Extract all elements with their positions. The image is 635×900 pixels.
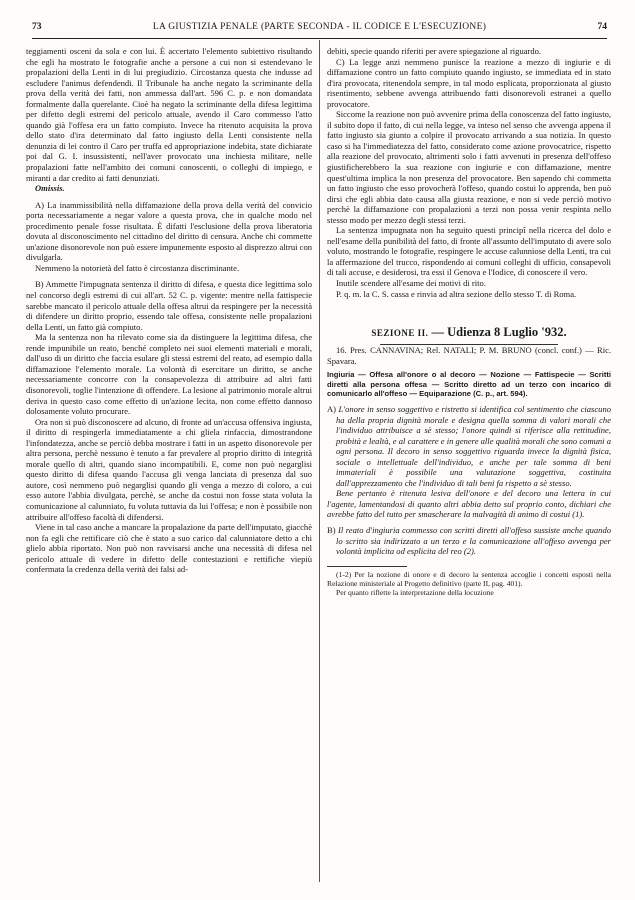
case-reference: 16. Pres. CANNAVINA; Rel. NATALI; P. M. BRUNO (concl. conf.) — Ric. Spavara.: [327, 345, 611, 366]
massima-a-continuation: Bene pertanto è ritenuta lesiva dell'onore e del decoro una lettera in cui l'agente, lamentandosi di quanto altri abbia detto sul proprio conto, dichiari che avrebbe fatto del tutto per smascherare la malvagità di animo di costui (1).: [327, 488, 611, 520]
footnotes: [327, 570, 611, 598]
massima-a-text: L'onore in senso soggettivo e ristretto si identifica col sentimento che ciascuno ha della propria dignità morale e designa quella somma di valori morali che l'individuo attribuisce a sè stesso; l'onore quindi si riferisce alla rettitudine, probità e lealtà, e al carattere e in genere alle qualità morali che sono comuni a ogni persona. Il decoro in senso soggettivo riguarda invece la dignità fisica, sociale o intellettuale dell'individuo, e anche per tale somma di beni immateriali è possibile una valutazione soggettiva, costituita dall'apprezzamento che l'individuo di tali beni fa rispetto a sè stesso.: [336, 404, 612, 488]
paragraph-b: B) Ammette l'impugnata sentenza il diritto di difesa, e questa dice legittima solo nel concorso degli estremi di cui all'art. 52 C. p. vigente: mentre nella fattispecie sarebbe mancato il pericolo attuale della offesa altrui da respingere per la necessità di difendere un diritto proprio, essendo tale offesa, consistente nelle propalazioni della Lenti, un fatto già compiuto.: [26, 279, 312, 332]
massima-b-text: Il reato d'ingiuria commesso con scritti diretti all'offeso sussiste anche quando lo scritto sia indirizzato a un terzo e la comunicazione all'offeso avvenga per volontà implicita od esplicita del reo (2).: [336, 525, 611, 557]
page-number-right: 74: [597, 22, 607, 32]
paragraph: Inutile scendere all'esame dei motivi di rito.: [336, 278, 486, 289]
paragraph-c: C) La legge anzi nemmeno punisce la reazione a mezzo di ingiurie e di diffamazione contro un fatto compiuto quando ingiusto, se immediata ed in stato d'ira provocata, ritenendola sempre, in tal modo esplicata, proporzionata al giusto risentimento, sebbene avvenga attribuendo fatti disonorevoli estranei a quello provocatore.: [327, 56, 611, 109]
paragraph: Ma la sentenza non ha rilevato come sia da distinguere la legittima difesa, che rende impunibile un reato, benché completo nei suoi elementi materiali e morali, dall'uso di un diritto che faccia esulare gli stessi estremi del reato, ad esempio dalla diffamazione l'elemento morale. La volontà di esercitare un diritto, se anche necessariamente concorre con la consapevolezza di attribuire ad altri fatti disonorevoli, toglie l'intenzione di offendere. La lesione al patrimonio morale altrui deriva in questo caso come effetto di un'azione lecita, non come effetto dannoso dolosamente voluto procurare.: [26, 332, 312, 417]
massima-keywords: Ingiuria — Offesa all'onore o al decoro — Nozione — Fattispecie — Scritti diretti alla persona offesa — Scritto diretto ad un terzo con incarico di comunicarlo all'offeso — Equiparazione (C. p., art. 594).: [327, 370, 611, 399]
paragraph: Nemmeno la notorietà del fatto è circostanza discriminante.: [35, 262, 240, 273]
massima-b-label: B): [327, 525, 336, 536]
footnote: (1-2) Per la nozione di onore e di decoro la sentenza accoglie i concetti esposti nella Relazione ministeriale al Progetto definitivo (parte II, pag. 401).: [327, 569, 611, 589]
decision-paragraph: P. q. m. la C. S. cassa e rinvia ad altra sezione dello stesso T. di Roma.: [336, 288, 577, 299]
left-column: [26, 46, 312, 575]
paragraph: Viene in tal caso anche a mancare la propalazione da parte dell'imputato, giacchè non fa egli che rettificare ciò che è stato a suo carico dal calunniatore detto a chi glielo abbia riportato. Non può non ravvisarsi anche una necessità di difesa nel pericolo attuale di vedere in difetto delle contestazioni e rettifiche viepiù confermata la credenza della verità dei falsi ad-: [26, 522, 313, 575]
massima-a-label: A): [327, 404, 337, 414]
paragraph: Ora non si può disconoscere ad alcuno, di fronte ad un'accusa offensiva ingiusta, il diritto di respingerla immediatamente a chi gliela rinfaccia, dimostrandone l'infondatezza, anche se perciò debba mostrare i fatti in un aspetto disonorevole per altra persona, perchè nessuno è tenuto a far prevalere al proprio diritto di integrità morale quello di altri, quando siano incompatibili. E, come non può negarglisi questo diritto di difesa quando l'accusa gli venga lanciata di presenza dal suo autore, così nemmeno può negarglisi quando gli venga a mezzo di coloro, a cui esso autore l'abbia divulgata, perchè, se anche da costui non fosse stata voluta la comunicazione al calunniato, fu voluta tuttavia da lui l'offesa; e non è possibile non attribuire all'offeso facoltà di difendersi.: [26, 416, 312, 522]
paragraph: La sentenza impugnata non ha seguito questi principî nella ricerca del dolo e nell'esame della punibilità del fatto, di fronte all'assunto dell'imputato di avere solo voluto, mostrando le fotografie, respingere le accuse calunniose della Lenti, tra cui la affermazione del trucco, rispondendo ai comuni colleghi di ufficio, consapevoli di tali accuse, e desiderosi, tra essi il Genova e l'Iodice, di conoscere il vero.: [327, 225, 611, 278]
session-heading: [327, 325, 611, 341]
footnote-rule: [327, 566, 407, 567]
paragraph: Siccome la reazione non può avvenire prima della conoscenza del fatto ingiusto, il subito dopo il fatto, di cui nella legge, va inteso nel senso che avvenga appena il fatto ingiusto sia giunto a colpire il provocato arrivando a sua notizia. In questo caso si ha l'immediatezza del fatto, considerato come azione provocatrice, rispetto alla reazione del provocato, altrimenti solo i fatti avvenuti in presenza dell'offeso giustificherebbero la sua reazione con ingiurie e con diffamazione, mentre quest'ultima implica la non presenza del provocatore. Ben sapendo chi commetta un fatto ingiusto che esso provocherà l'offeso, quando costui lo apprenda, ben può dirsi che egli abbia dato causa alla giusta reazione, e non si vede perciò motivo perchè la diffamazione con propalazioni a terzi non possa venir respinta nello stesso modo per mezzo degli stessi terzi.: [327, 109, 611, 225]
running-title: LA GIUSTIZIA PENALE (PARTE SECONDA - IL CODICE E L'ESECUZIONE): [152, 22, 487, 32]
paragraph: teggiamenti osceni da sola e con lui. È accertato l'elemento subiettivo risultando che egli ha mostrato le fotografie anche a persone a cui non si estendevano le propalazioni della Lenti in di lui pregiudizio. Circostanza questa che indusse ad escludere l'animus defendendi. Il Tribunale ha anche negato la scriminante della prova della verità dei fatti, non ammessa dall'art. 596 C. p. e non domandata formalmente dalla querelante. Cioè ha negato la scriminante della difesa legittima per difetto degli estremi del pericolo attuale, avendo il Caro commesso l'atto quando già l'offesa era un fatto compiuto. Invece ha ritenuto acquisita la prova dello stato d'ira determinato dal fatto ingiusto della Lenti consistente nella denunzia di lei contro il Caro per truffa ed appropriazione indebita, state dichiarate poi dal G. I. insussistenti, nell'aver provocato una inchiesta militare, nelle propalazioni fatte nell'ambito dei comuni conoscenti, o colleghi di impiego, e miranti a dar credito ai fatti denunziati.: [26, 46, 312, 183]
session-title: — Udienza 8 Luglio '932.: [431, 325, 567, 340]
column-divider: [319, 40, 320, 882]
massima-a: [327, 404, 611, 488]
omissis-marker: Omissis.: [35, 183, 65, 194]
footnote: Per quanto riflette la interpretazione della locuzione: [336, 588, 494, 598]
session-label: SEZIONE II.: [371, 328, 429, 339]
paragraph: debiti, specie quando riferiti per avere spiegazione al riguardo.: [327, 46, 542, 56]
right-column: [327, 46, 611, 598]
massima-b: [327, 525, 611, 557]
page-number-left: 73: [32, 22, 42, 32]
header-rule: [32, 38, 607, 39]
running-header: [32, 22, 607, 36]
paragraph-a: A) La inammissibilità nella diffamazione della prova della verità del convicio porta necessariamente a negar valore a questa prova, che in qualche modo nel procedimento penale fosse risultata. È difatti l'esclusione della prova liberatoria dovuta al disconoscimento nel cittadino del diritto di censura. Anche chi commette un'azione disonorevole non può essere impunemente esposto al disprezzo altrui con divulgarla.: [26, 199, 312, 263]
